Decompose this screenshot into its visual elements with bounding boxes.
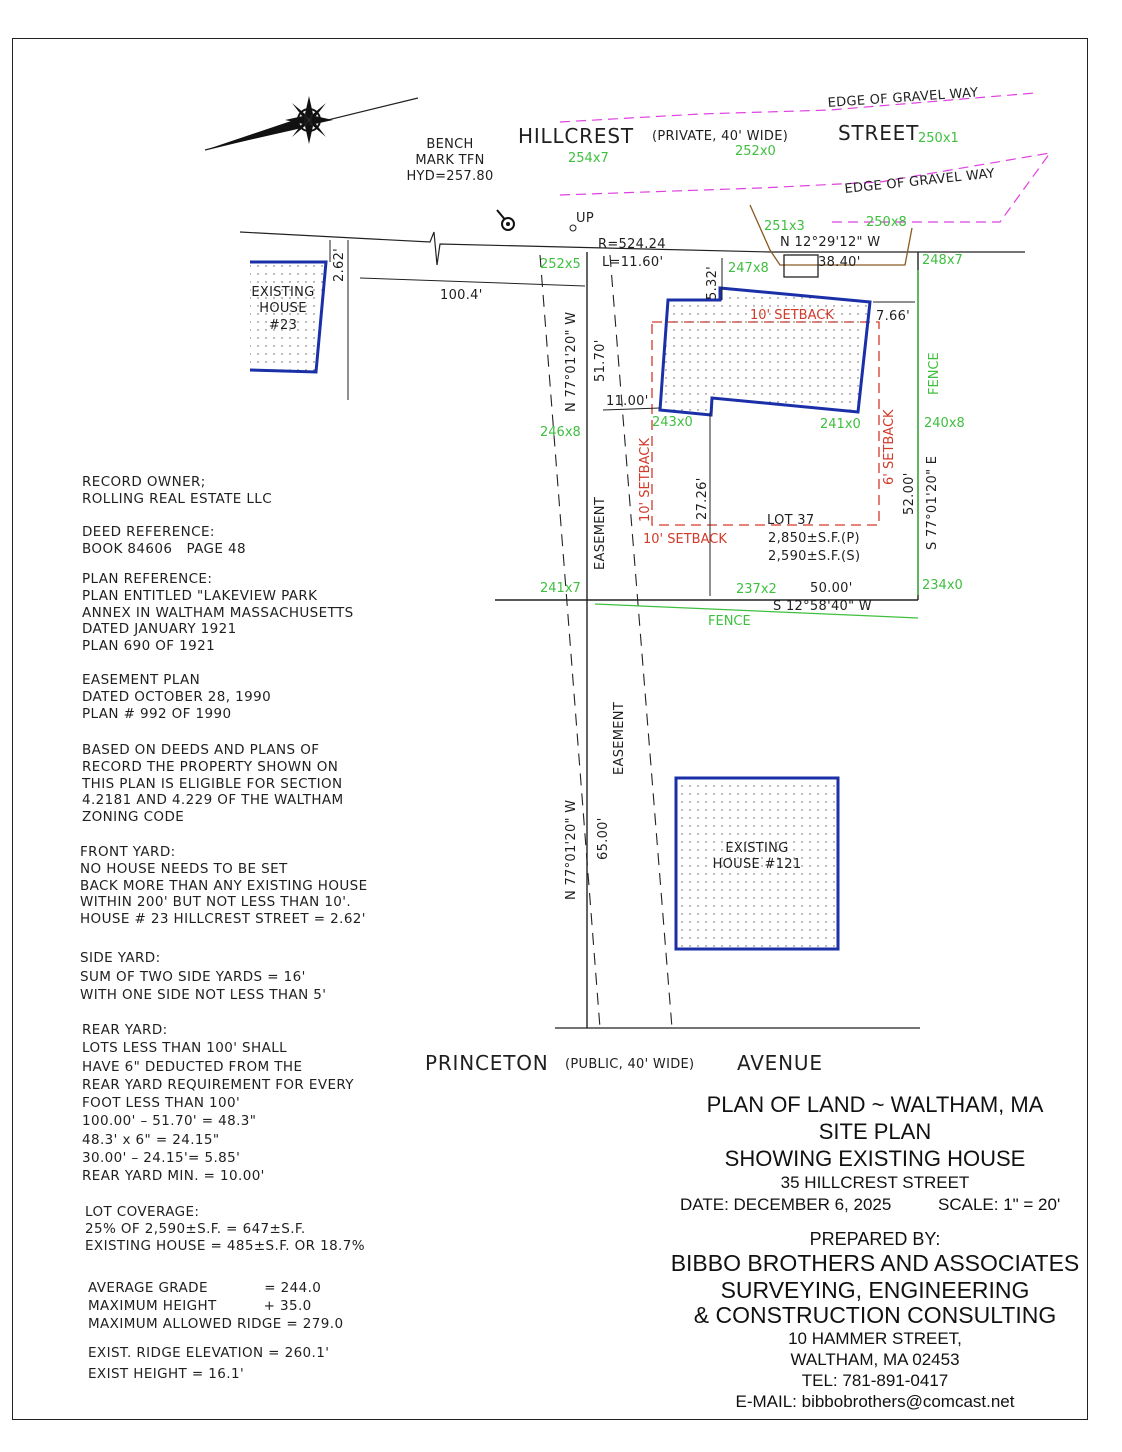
firm-address-1: 10 HAMMER STREET, — [788, 1329, 962, 1348]
title-showing-house: SHOWING EXISTING HOUSE — [724, 1146, 1026, 1171]
gravel-way-bottom-label: EDGE OF GRAVEL WAY — [843, 166, 996, 197]
lot-area-p: 2,850±S.F.(P) — [768, 531, 860, 546]
note-owner: RECORD OWNER; ROLLING REAL ESTATE LLC — [82, 474, 273, 507]
firm-line-2: SURVEYING, ENGINEERING — [720, 1277, 1030, 1303]
dim-11-00: 11.00' — [606, 394, 649, 409]
svg-text:N: N — [303, 114, 314, 129]
title-scale: SCALE: 1" = 20' — [938, 1195, 1061, 1214]
north-arrow-icon — [205, 96, 418, 150]
elev-243x0: 243x0 — [652, 415, 693, 430]
elev-252x0: 252x0 — [735, 144, 776, 159]
hillcrest-street-note: (PRIVATE, 40' WIDE) — [652, 129, 789, 144]
dim-100-4: 100.4' — [440, 288, 483, 303]
note-grade: AVERAGE GRADE = 244.0 MAXIMUM HEIGHT + 35.0 MAXIMUM ALLOWED RIDGE = 279.0 — [88, 1280, 344, 1332]
setback-front-label: 10' SETBACK — [750, 308, 834, 323]
bearing-east-dist: 52.00' — [902, 472, 917, 515]
bearing-north: N 12°29'12" W — [780, 235, 881, 250]
elev-240x8: 240x8 — [924, 416, 965, 431]
firm-line-3: & CONSTRUCTION CONSULTING — [693, 1302, 1057, 1328]
elev-254x7: 254x7 — [568, 151, 609, 166]
note-deed: DEED REFERENCE: BOOK 84606 PAGE 48 — [82, 524, 246, 557]
fence-label-south: FENCE — [708, 614, 751, 629]
note-easement: EASEMENT PLAN DATED OCTOBER 28, 1990 PLAN # 992 OF 1990 — [82, 672, 272, 722]
firm-telephone[interactable]: TEL: 781-891-0417 — [801, 1371, 949, 1390]
gravel-way-top-label: EDGE OF GRAVEL WAY — [827, 85, 979, 111]
setback-rear-label: 10' SETBACK — [643, 532, 727, 547]
house-23-label-2: HOUSE — [259, 301, 307, 316]
hydrant-icon — [497, 210, 576, 231]
princeton-avenue-suffix: AVENUE — [737, 1051, 823, 1075]
title-address: 35 HILLCREST STREET — [780, 1173, 970, 1192]
lot-area-s: 2,590±S.F.(S) — [768, 549, 861, 564]
title-prepared-by: PREPARED BY: — [809, 1229, 941, 1249]
firm-email[interactable]: E-MAIL: bibbobrothers@comcast.net — [735, 1392, 1015, 1411]
elev-247x8: 247x8 — [728, 261, 769, 276]
benchmark-line-2: MARK TFN — [415, 153, 485, 168]
setback-left-label: 10' SETBACK — [638, 438, 653, 522]
note-ridge: EXIST. RIDGE ELEVATION = 260.1' EXIST HEIGHT = 16.1' — [88, 1345, 330, 1382]
fence-label-east: FENCE — [927, 352, 942, 395]
dim-27-26: 27.26' — [695, 477, 710, 520]
lot-name: LOT 37 — [767, 513, 815, 528]
bearing-west: N 77°01'20" W — [564, 311, 579, 412]
note-eligible: BASED ON DEEDS AND PLANS OF RECORD THE PROPERTY SHOWN ON THIS PLAN IS ELIGIBLE FOR SECTION 4.2181 AND 4.229 OF THE WALTHAM ZONING CODE — [82, 742, 344, 826]
note-side-yard: SIDE YARD: SUM OF TWO SIDE YARDS = 16' WITH ONE SIDE NOT LESS THAN 5' — [80, 950, 327, 1003]
curve-radius: R=524.24 — [598, 237, 666, 252]
benchmark-line-3: HYD=257.80 — [406, 169, 494, 184]
firm-address-2: WALTHAM, MA 02453 — [790, 1350, 960, 1369]
easement-label-lower: EASEMENT — [612, 701, 627, 775]
bearing-west-dist: 51.70' — [593, 339, 608, 382]
benchmark-line-1: BENCH — [426, 137, 474, 152]
bearing-easement: N 77°01'20" W — [564, 799, 579, 900]
elev-250x8: 250x8 — [866, 215, 907, 230]
house-23-outline — [250, 262, 326, 372]
gravel-way-lines — [560, 93, 1050, 222]
bearing-south: S 12°58'40" W — [773, 599, 872, 614]
hillcrest-street-suffix: STREET — [838, 121, 920, 145]
princeton-avenue-name: PRINCETON — [425, 1051, 549, 1075]
house-121-label-2: HOUSE #121 — [712, 857, 802, 872]
hillcrest-street-name: HILLCREST — [518, 124, 634, 148]
dim-7-66: 7.66' — [876, 309, 911, 324]
curve-length: L=11.60' — [602, 255, 664, 270]
house-23-label-1: EXISTING — [251, 285, 315, 300]
dim-2-62: 2.62' — [332, 247, 347, 282]
elev-234x0: 234x0 — [922, 578, 963, 593]
title-plan-of-land: PLAN OF LAND ~ WALTHAM, MA — [706, 1092, 1044, 1117]
elev-237x2: 237x2 — [736, 582, 777, 597]
elev-241x7: 241x7 — [540, 581, 581, 596]
elev-252x5: 252x5 — [540, 257, 581, 272]
dim-5-32: 5.32' — [705, 265, 720, 300]
bearing-north-dist: 38.40' — [818, 255, 861, 270]
house-121-label-1: EXISTING — [725, 841, 789, 856]
bearing-easement-dist: 65.00' — [596, 817, 611, 860]
elev-246x8: 246x8 — [540, 425, 581, 440]
note-front-yard: FRONT YARD: NO HOUSE NEEDS TO BE SET BACK MORE THAN ANY EXISTING HOUSE WITHIN 200' BUT NOT LESS THAN 10'. HOUSE # 23 HILLCREST STREET = 2.62' — [80, 844, 368, 928]
easement-label-upper: EASEMENT — [593, 496, 608, 570]
note-plan: PLAN REFERENCE: PLAN ENTITLED "LAKEVIEW PARK ANNEX IN WALTHAM MASSACHUSETTS DATED JANUARY 1921 PLAN 690 OF 1921 — [82, 571, 354, 655]
elev-251x3: 251x3 — [764, 219, 805, 234]
note-rear-yard: REAR YARD: LOTS LESS THAN 100' SHALL HAVE 6" DEDUCTED FROM THE REAR YARD REQUIREMENT FOR EVERY FOOT LESS THAN 100' 100.00' – 51.70' = 48.3" 48.3' x 6" = 24.15" 30.00' – 24.15'= 5.85' REAR YARD MIN. = 10.00' — [82, 1022, 354, 1185]
house-23-label-3: #23 — [268, 318, 298, 333]
title-date: DATE: DECEMBER 6, 2025 — [680, 1195, 892, 1214]
bearing-east: S 77°01'20" E — [925, 455, 940, 550]
elev-250x1: 250x1 — [918, 131, 959, 146]
bearing-south-dist: 50.00' — [810, 581, 853, 596]
title-site-plan: SITE PLAN — [818, 1119, 932, 1144]
hydrant-up-label: UP — [576, 211, 594, 226]
note-coverage: LOT COVERAGE: 25% OF 2,590±S.F. = 647±S.F. EXISTING HOUSE = 485±S.F. OR 18.7% — [85, 1204, 365, 1254]
elev-248x7: 248x7 — [922, 253, 963, 268]
setback-right-label: 6' SETBACK — [882, 409, 897, 485]
firm-line-1: BIBBO BROTHERS AND ASSOCIATES — [670, 1250, 1080, 1276]
elev-241x0: 241x0 — [820, 417, 861, 432]
princeton-avenue-note: (PUBLIC, 40' WIDE) — [565, 1057, 695, 1072]
